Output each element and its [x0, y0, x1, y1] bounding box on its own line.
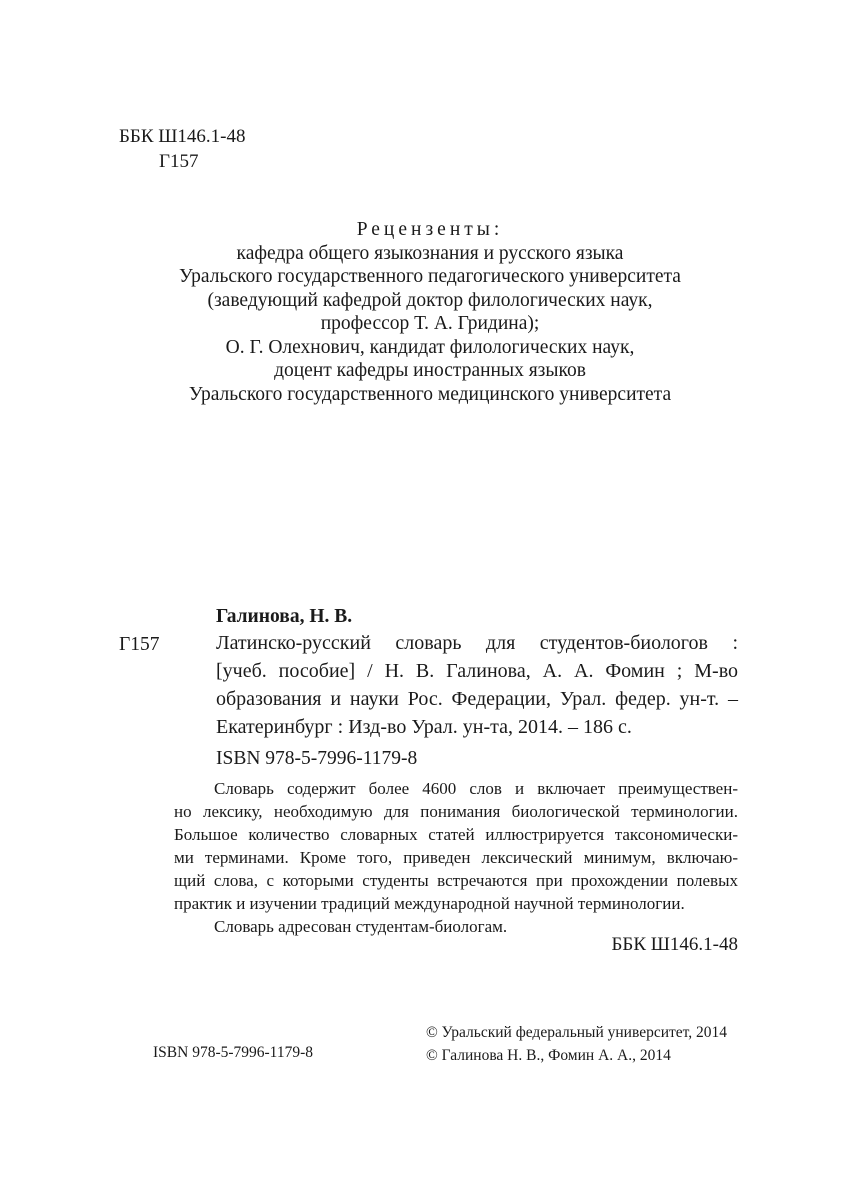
bbk-block-top [119, 124, 246, 174]
copyright-line: © Уральский федеральный университет, 2014 [426, 1024, 728, 1041]
annotation-line: практик и изучении традиций международной научной терминологии. [174, 894, 685, 913]
description-line: образования и науки Рос. Федерации, Урал. федер. ун-т. – [216, 688, 738, 710]
annotation [174, 777, 738, 938]
description-line: Екатеринбург : Изд-во Урал. ун-та, 2014. – 186 с. [216, 716, 632, 738]
reviewer-line: кафедра общего языкознания и русского языка [236, 242, 624, 264]
author-mark: Г157 [159, 151, 199, 172]
reviewer-line: О. Г. Олехнович, кандидат филологических наук, [225, 336, 635, 358]
isbn: ISBN 978-5-7996-1179-8 [216, 748, 418, 769]
annotation-line: ми терминами. Кроме того, приведен лексический минимум, включаю- [174, 848, 738, 867]
copyright-block [426, 1021, 727, 1067]
description-line: [учеб. пособие] / Н. В. Галинова, А. А. Фомин ; М-во [216, 660, 738, 682]
entry-author-mark: Г157 [119, 634, 160, 655]
reviewer-line: (заведующий кафедрой доктор филологических наук, [207, 289, 653, 311]
entry-author: Галинова, Н. В. [216, 606, 353, 627]
annotation-paragraph-1 [174, 777, 738, 915]
annotation-line: но лексику, необходимую для понимания биологической терминологии. [174, 802, 738, 821]
annotation-line: щий слова, с которыми студенты встречаются при прохождении полевых [174, 871, 738, 890]
bbk-code-bottom: ББК Ш146.1-48 [611, 934, 738, 955]
description-line: Латинско-русский словарь для студентов-биологов : [216, 632, 738, 654]
annotation-line: Словарь содержит более 4600 слов и включает преимуществен- [214, 779, 738, 798]
reviewer-line: Уральского государственного медицинского университета [188, 383, 672, 405]
reviewers-heading: Рецензенты: [356, 219, 504, 240]
annotation-line: Большое количество словарных статей иллюстрируется таксономически- [174, 825, 738, 844]
reviewer-line: профессор Т. А. Гридина); [320, 313, 540, 334]
reviewers-block [100, 218, 760, 406]
bibliographic-description [216, 629, 738, 741]
footer-isbn: ISBN 978-5-7996-1179-8 [153, 1044, 314, 1061]
reviewer-line: доцент кафедры иностранных языков [274, 360, 586, 381]
annotation-paragraph-2: Словарь адресован студентам-биологам. [214, 917, 508, 936]
copyright-line: © Галинова Н. В., Фомин А. А., 2014 [426, 1047, 671, 1064]
reviewer-line: Уральского государственного педагогического университета [179, 266, 681, 287]
bbk-code: ББК Ш146.1-48 [119, 126, 246, 147]
